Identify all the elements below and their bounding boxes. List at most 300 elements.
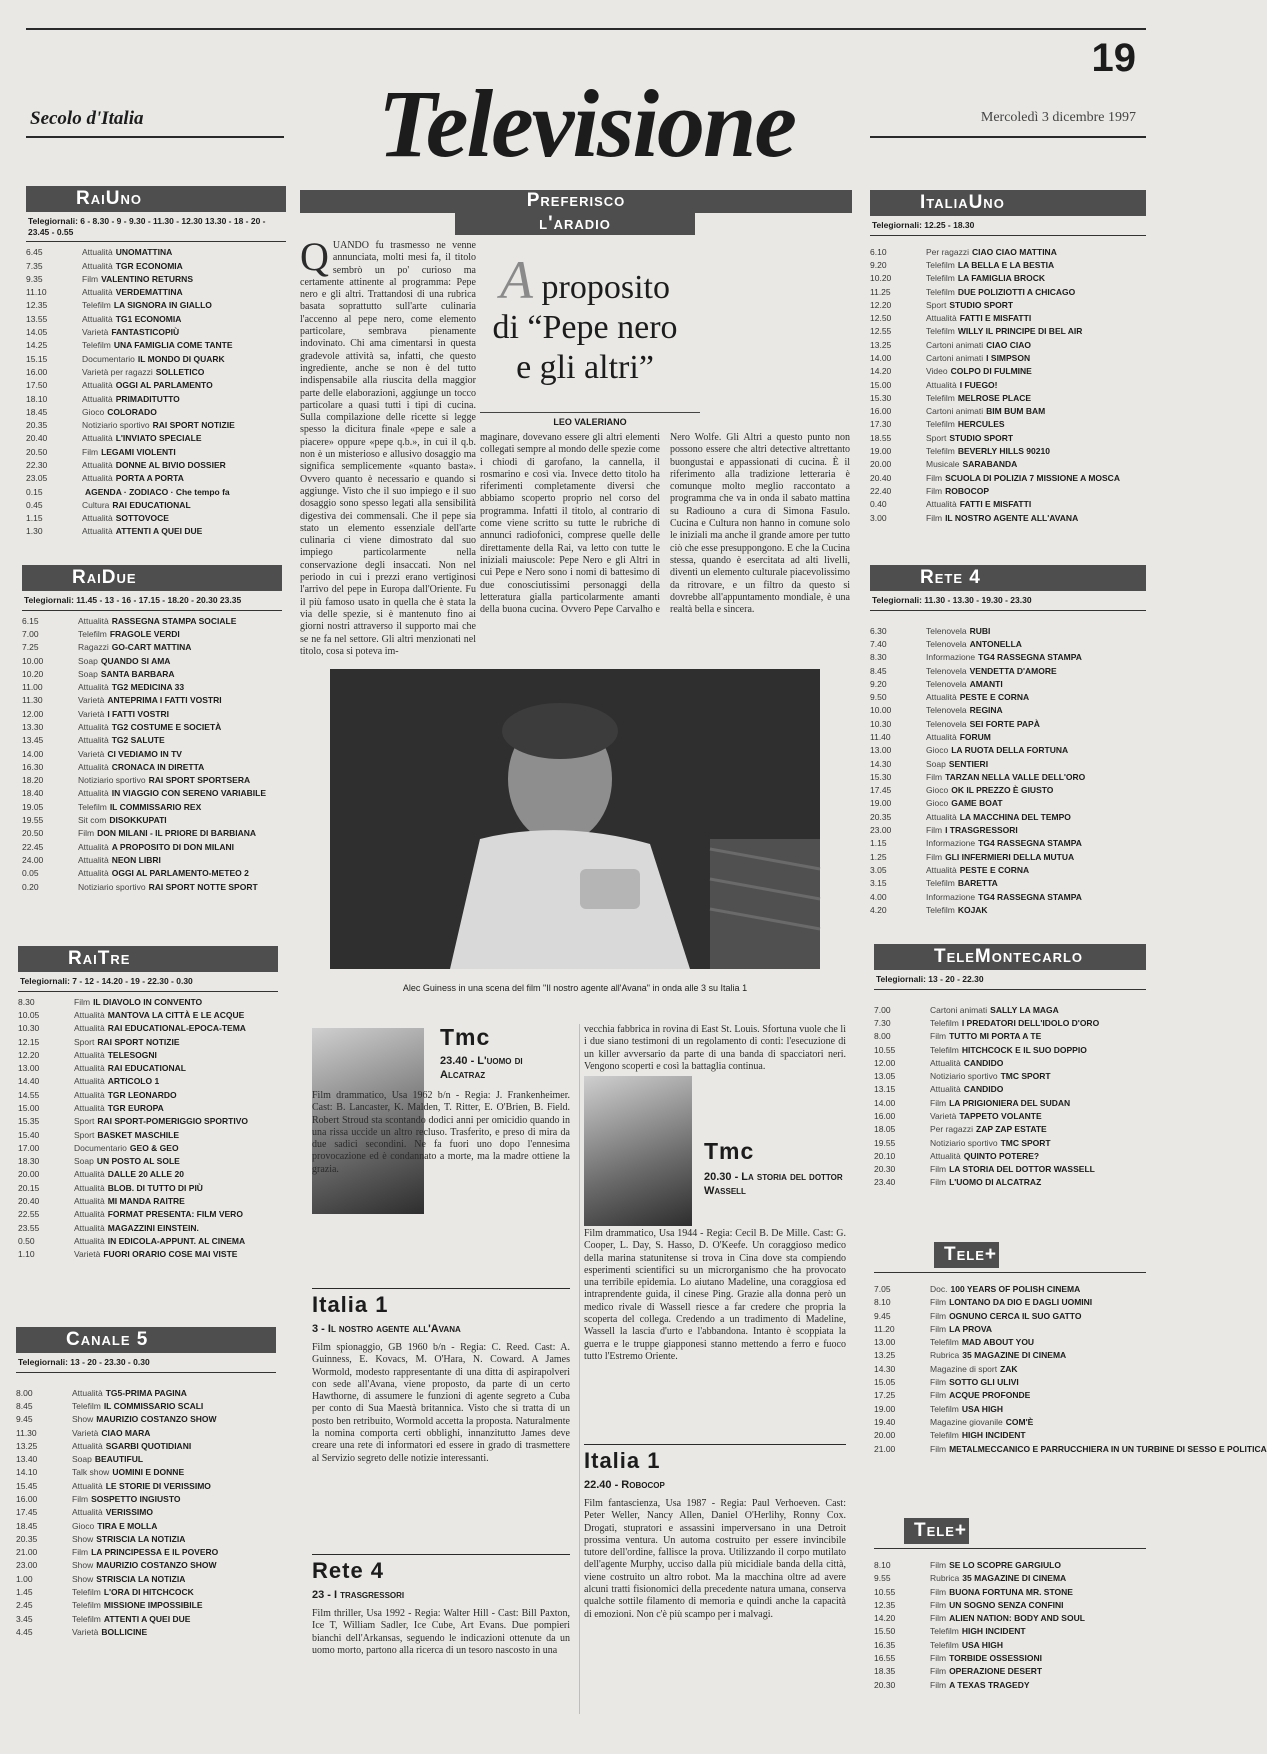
masthead-left-rule [26, 136, 284, 138]
program-time: 13.25 [16, 1440, 38, 1451]
program-row [874, 1057, 1146, 1070]
program-title: A PROPOSITO DI DON MILANI [111, 841, 235, 852]
program-title: I FATTI VOSTRI [107, 708, 170, 719]
program-time: 14.30 [870, 758, 892, 769]
program-genre: Film [930, 1310, 947, 1321]
program-row [26, 273, 286, 286]
program-genre: Film [926, 771, 943, 782]
program-genre: Telefilm [926, 419, 955, 430]
program-title: WILLY IL PRINCIPE DI BEL AIR [957, 326, 1083, 337]
program-time: 14.00 [870, 353, 892, 363]
program-row [16, 1573, 276, 1586]
program-time: 18.45 [16, 1520, 38, 1531]
program-row [26, 326, 286, 339]
rete4b-continued: vecchia fabbrica in rovina di East St. Louis. Sfortuna vuole che lì i due siano testimoni di un regolamento di conti: l'esecuzione di un killer avversario da parte di una banda di spacciatori neri. Vengono scoperti e così la battaglia continua. [584, 1024, 846, 1072]
program-time: 16.30 [22, 761, 44, 772]
program-genre: Telefilm [926, 259, 955, 270]
program-time: 11.30 [22, 695, 43, 706]
program-time: 11.20 [874, 1323, 895, 1334]
program-time: 8.30 [870, 652, 887, 663]
program-row [22, 774, 282, 787]
program-row [26, 486, 286, 499]
program-row [870, 286, 1146, 299]
program-genre: Cartoni animati [926, 406, 984, 417]
channel-name: ItaliaUno [870, 190, 1146, 216]
program-title: BEAUTIFUL [94, 1454, 144, 1465]
program-title: COLPO DI FULMINE [950, 366, 1032, 377]
tg-times [18, 972, 278, 992]
program-title: LE STORIE DI VERISSIMO [105, 1480, 211, 1491]
program-time: 17.25 [874, 1390, 896, 1401]
program-list [870, 246, 1146, 525]
program-title: USA HIGH [961, 1403, 1004, 1414]
program-row [22, 867, 282, 880]
program-title: BASKET MASCHILE [97, 1129, 180, 1140]
program-genre: Attualità [74, 1089, 105, 1100]
program-time: 23.00 [16, 1560, 38, 1571]
program-time: 1.30 [26, 526, 43, 537]
program-time: 18.20 [22, 775, 44, 786]
program-time: 15.35 [18, 1116, 40, 1127]
program-row [874, 1599, 1146, 1612]
channel-name: Canale 5 [16, 1327, 276, 1353]
program-row [22, 615, 282, 628]
program-row [18, 1089, 278, 1102]
tg-list: 7 - 12 - 14.20 - 19 - 22.30 - 0.30 [72, 976, 193, 986]
tg-times [26, 212, 286, 242]
program-title: STRISCIA LA NOTIZIA [96, 1573, 186, 1584]
program-genre: Attualità [82, 513, 113, 524]
program-row [22, 655, 282, 668]
channel-rete4 [870, 565, 1146, 917]
program-row [26, 366, 286, 379]
program-title: ATTENTI A QUEI DUE [115, 526, 203, 537]
program-time: 6.45 [26, 247, 43, 258]
program-genre: Film [930, 1599, 947, 1610]
program-row [26, 339, 286, 352]
program-title: MANTOVA LA CITTÀ E LE ACQUE [107, 1009, 245, 1020]
program-title: HERCULES [957, 419, 1005, 430]
channel-italiauno [870, 190, 1146, 525]
program-time: 9.45 [16, 1414, 33, 1425]
program-row [18, 1075, 278, 1088]
program-time: 19.05 [22, 801, 44, 812]
program-row [870, 379, 1146, 392]
program-time: 12.50 [870, 313, 892, 324]
program-row [870, 758, 1146, 771]
program-row [26, 432, 286, 445]
program-time: 7.35 [26, 260, 43, 271]
program-row [870, 704, 1146, 717]
program-list [18, 996, 278, 1262]
program-time: 2.45 [16, 1600, 33, 1611]
program-row [870, 246, 1146, 259]
program-row [874, 1083, 1146, 1096]
program-genre: Telefilm [82, 300, 111, 311]
program-title: HIGH INCIDENT [961, 1626, 1026, 1637]
program-row [870, 312, 1146, 325]
program-genre: Telenovela [926, 638, 967, 649]
program-time: 19.00 [870, 446, 892, 457]
program-time: 17.50 [26, 380, 48, 391]
program-title: MAURIZIO COSTANZO SHOW [96, 1560, 217, 1571]
program-genre: Attualità [78, 841, 109, 852]
program-title: KOJAK [957, 904, 988, 915]
italia1a-body: Film spionaggio, GB 1960 b/n - Regia: C. Reed. Cast: A. Guinness, E. Kovacs, M. O'Hara, N. Coward. A James Wormold, modesto rappresentante di una ditta di aspirapolveri con sede all'Avana, viene proposto, da parte di un certo Hawthorne, di assumere le funzioni di agente segreto a Cuba per conto di Sua Maestà britannica. Visto che si tratta di un posto ben retribuito, Wormold accetta la proposta. Naturalmente la nomina comporta certi obblighi, innanzitutto James deve creare una rete di informatori ed essere in grado di trasmettere al Servizio segreto delle notizie interessanti. [312, 1342, 570, 1464]
program-genre: Notiziario sportivo [930, 1137, 998, 1148]
program-title: VERISSIMO [105, 1507, 153, 1518]
program-genre: Attualità [930, 1057, 961, 1068]
program-time: 19.55 [22, 815, 44, 826]
program-genre: Per ragazzi [930, 1124, 973, 1135]
program-row [18, 1155, 278, 1168]
program-row [874, 1389, 1146, 1402]
program-title: MELROSE PLACE [957, 392, 1032, 403]
program-genre: Varietà per ragazzi [82, 366, 153, 377]
program-genre: Telefilm [82, 340, 111, 351]
program-genre: Attualità [82, 260, 113, 271]
program-genre: Informazione [926, 891, 976, 902]
paper-name: Secolo d'Italia [30, 108, 144, 129]
program-time: 20.30 [874, 1679, 896, 1690]
program-title: LONTANO DA DIO E DAGLI UOMINI [949, 1297, 1093, 1308]
program-genre: Attualità [78, 788, 109, 799]
program-row [874, 1137, 1146, 1150]
program-row [22, 801, 282, 814]
program-row [26, 286, 286, 299]
program-row [22, 761, 282, 774]
program-genre: Telefilm [926, 286, 955, 297]
program-genre: Attualità [82, 473, 113, 484]
rete4b-time-title: 23 - I trasgressori [312, 1589, 405, 1601]
program-title: SGARBI QUOTIDIANI [105, 1440, 192, 1451]
program-row [870, 272, 1146, 285]
program-genre: Attualità [74, 1209, 105, 1220]
tg-list: 13 - 20 - 23.30 - 0.30 [70, 1357, 150, 1367]
program-title: FUORI ORARIO COSE MAI VISTE [103, 1249, 238, 1260]
program-row [874, 1296, 1146, 1309]
program-time: 10.05 [18, 1009, 40, 1020]
program-title: LA STORIA DEL DOTTOR WASSELL [949, 1164, 1095, 1175]
program-genre: Film [930, 1560, 947, 1570]
program-title: TG4 RASSEGNA STAMPA [978, 891, 1082, 902]
program-title: TUTTO MI PORTA A TE [949, 1031, 1042, 1042]
program-time: 22.55 [18, 1209, 40, 1220]
program-row [16, 1400, 276, 1413]
program-genre: Film [82, 273, 99, 284]
program-title: LEGAMI VIOLENTI [101, 446, 176, 457]
program-row [16, 1440, 276, 1453]
program-row [22, 881, 282, 894]
program-time: 20.40 [26, 433, 48, 444]
tmc1-body: Film drammatico, Usa 1962 b/n - Regia: J. Frankenheimer. Cast: B. Lancaster, K. Malden, T. Ritter, E. O'Brien, B. Field. Robert Stroud sta scontando dodici anni per omicidio quando in una rissa uccide un altro recluso. Trasferito, e preso di mira da due sadici secondini. Ne fa fuori uno dopo l'ennesima provocazione ed è condannato a morte, ma la madre ottiene la grazia. [312, 1090, 570, 1175]
program-time: 7.00 [22, 628, 39, 639]
program-title: FORUM [959, 732, 991, 742]
program-row [870, 625, 1146, 638]
program-row [874, 1163, 1146, 1176]
program-row [870, 259, 1146, 272]
program-time: 0.50 [18, 1235, 35, 1246]
program-genre: Attualità [72, 1387, 103, 1398]
program-time: 20.35 [870, 811, 892, 822]
program-time: 8.30 [18, 996, 35, 1007]
program-row [18, 1009, 278, 1022]
program-time: 20.00 [870, 459, 892, 470]
program-genre: Film [930, 1164, 947, 1175]
program-genre: Film [930, 1443, 947, 1454]
program-title: SE LO SCOPRE GARGIULO [949, 1560, 1061, 1570]
program-genre: Soap [78, 655, 98, 666]
program-row [874, 1044, 1146, 1057]
program-time: 9.20 [870, 259, 887, 270]
program-row [22, 827, 282, 840]
program-genre: Attualità [78, 868, 109, 879]
program-genre: Telefilm [930, 1403, 959, 1414]
program-row [874, 1586, 1146, 1599]
tmc2-time-title: 20.30 - La storia del dottor Wassell [704, 1171, 843, 1197]
program-title: RAI SPORT NOTIZIE [97, 1036, 180, 1047]
program-time: 13.00 [874, 1337, 896, 1348]
masthead-right-rule [870, 136, 1146, 138]
program-row [870, 418, 1146, 431]
channel-raidue [22, 565, 282, 894]
program-genre: Telefilm [930, 1639, 959, 1650]
program-row [18, 1062, 278, 1075]
program-title: SARABANDA [962, 459, 1018, 470]
program-row [870, 851, 1146, 864]
program-time: 6.15 [22, 615, 39, 626]
program-genre: Film [926, 851, 943, 862]
program-time: 20.00 [874, 1430, 896, 1441]
program-title: METALMECCANICO E PARRUCCHIERA IN UN TURBINE DI SESSO E POLITICA [949, 1443, 1267, 1454]
program-row [26, 246, 286, 259]
program-time: 15.15 [26, 353, 48, 364]
program-genre: Cartoni animati [926, 339, 984, 350]
program-genre: Show [72, 1414, 94, 1425]
program-title: VALENTINO RETURNS [101, 273, 193, 284]
program-genre: Sport [74, 1116, 95, 1127]
program-row [874, 1429, 1146, 1442]
program-genre: Telefilm [72, 1613, 101, 1624]
program-title: BIM BUM BAM [986, 406, 1046, 417]
program-row [22, 681, 282, 694]
italia1b-body: Film fantascienza, Usa 1987 - Regia: Paul Verhoeven. Cast: Peter Weller, Nancy Allen, Daniel O'Herlihy, Ronny Cox. Drogati, stupratori e assassini imperversano in una Detroit prossima ventura. Un automa costruito per essere invincibile tutore dell'ordine, fallisce la prova. Utilizzando il corpo mutilato dell'agente Murphy, ucciso dalla più micidiale banda della città, viene costruito un altro robot. Ma la macchina oltre ad avere alcuni tratti fisionomici della precedente natura umana, conserva qualche sottile filamento di memoria e quindi anche la capacità di emozioni. Non c'è più scampo per i malvagi. [584, 1498, 846, 1620]
program-title: OK IL PREZZO È GIUSTO [951, 785, 1054, 796]
program-list [16, 1387, 276, 1640]
program-time: 12.35 [26, 300, 48, 311]
program-time: 1.25 [870, 851, 887, 862]
program-title: RAI EDUCATIONAL-EPOCA-TEMA [107, 1023, 246, 1034]
program-title: LA SIGNORA IN GIALLO [113, 300, 212, 311]
program-row [874, 1004, 1146, 1017]
program-row [870, 784, 1146, 797]
program-genre: Gioco [926, 798, 949, 809]
program-time: 22.40 [870, 485, 892, 496]
program-title: GLI INFERMIERI DELLA MUTUA [945, 851, 1075, 862]
program-row [870, 811, 1146, 824]
program-genre: Musicale [926, 459, 960, 470]
program-time: 15.05 [874, 1377, 896, 1388]
program-genre: Film [930, 1653, 947, 1664]
program-title: CIAO CIAO MATTINA [972, 246, 1057, 257]
program-time: 20.35 [16, 1533, 38, 1544]
tg-times [870, 216, 1146, 236]
program-row [22, 854, 282, 867]
program-genre: Attualità [82, 313, 113, 324]
program-genre: Film [930, 1323, 947, 1334]
program-time: 8.45 [870, 665, 887, 676]
tg-list: 11.45 - 13 - 16 - 17.15 - 18.20 - 20.30 23.35 [76, 595, 242, 605]
program-time: 8.00 [874, 1031, 891, 1042]
tg-label: Telegiornali: [20, 976, 70, 986]
program-row [874, 1017, 1146, 1030]
program-genre: Attualità [74, 1103, 105, 1113]
program-row [22, 721, 282, 734]
program-time: 14.05 [26, 327, 48, 338]
program-time: 0.40 [870, 499, 887, 510]
program-time: 12.20 [18, 1049, 40, 1060]
program-time: 16.35 [874, 1639, 896, 1650]
program-title: ANTONELLA [969, 638, 1022, 649]
program-title: BUONA FORTUNA MR. STONE [949, 1586, 1073, 1597]
program-title: CIAO MARA [101, 1427, 151, 1438]
program-title: BARETTA [957, 878, 998, 889]
program-genre: Film [930, 1031, 947, 1042]
program-row [26, 353, 286, 366]
program-time: 13.05 [874, 1071, 896, 1082]
program-title: TIRA E MOLLA [97, 1520, 158, 1531]
section-rule [874, 1544, 1146, 1549]
tg-label: Telegiornali: [24, 595, 74, 605]
program-title: I SIMPSON [986, 353, 1031, 363]
program-row [870, 445, 1146, 458]
program-title: DONNE AL BIVIO DOSSIER [115, 460, 226, 470]
program-time: 7.00 [874, 1004, 891, 1015]
program-genre: Attualità [78, 682, 109, 693]
program-title: TARZAN NELLA VALLE DELL'ORO [945, 771, 1086, 782]
italia1a-time-title: 3 - Il nostro agente all'Avana [312, 1323, 461, 1335]
program-row [870, 352, 1146, 365]
program-genre: Varietà [72, 1626, 99, 1637]
program-genre: Sport [926, 299, 947, 310]
program-time: 17.00 [18, 1142, 40, 1153]
program-time: 19.55 [874, 1137, 896, 1148]
program-time: 18.45 [26, 406, 48, 417]
feature-body-2: maginare, dovevano essere gli altri elementi collegati sempre al mondo delle spezie come i chiodi di garofano, la cannella, il rosmarino e così via. Invece detto titolo ha riferimenti completamente diversi che abbiamo scoperto proprio nel corso del programma. Infatti il titolo, al contrario di come viene scritto su tutte le rubriche di annunci radiofonici, comprese quelle delle direttamente della Rai, va letto con tutte le iniziali maiuscole: Pepe Nero e gli Altri in cui Pepe e Nero sono i nomi di battesimo di due conosciutissimi personaggi della letteratura gialla particolarmente amanti della buona cucina. Ovvero Pepe Carvalho e Nero Wolfe. Gli Altri a questo punto non possono essere che altri detective altrettanto buongustai e appassionati di cucina. È il riferimento alla tradizione letteraria è comunque molto meglio raccontato a programma che va in onda il sabato mattina su Radiouno a cura di Simona Fasulo. Cucina e Cultura non hanno in comune solo le iniziali ma anche il grande amore per tutto ciò che esse presuppongono. E che la Cucina stessa, quando è esercitata ad alti livelli, diventi un elemento culturale piacevolissimo da ritrovare, e un filtro da questo si dovrebbe all'appuntamento mondiale, è una realtà bella e sincera. [480, 432, 850, 616]
rete4b-rule [312, 1554, 570, 1555]
program-row [870, 498, 1146, 511]
program-genre: Notiziario sportivo [78, 775, 146, 786]
program-title: CANDIDO [963, 1057, 1004, 1068]
program-time: 18.05 [874, 1124, 896, 1135]
program-row [16, 1613, 276, 1626]
program-title: FORMAT PRESENTA: FILM VERO [107, 1209, 243, 1220]
program-title: TMC SPORT [1000, 1071, 1051, 1082]
program-time: 22.30 [26, 460, 48, 470]
program-row [26, 512, 286, 525]
program-list [874, 1004, 1146, 1190]
program-genre: Varietà [72, 1427, 99, 1438]
program-genre: Attualità [74, 1023, 105, 1034]
italia1b-channel: Italia 1 [584, 1448, 661, 1473]
program-title: MI MANDA RAITRE [107, 1196, 185, 1207]
program-row [18, 1142, 278, 1155]
program-time: 12.00 [874, 1057, 896, 1068]
program-genre: Cartoni animati [930, 1004, 988, 1015]
program-genre: Attualità [74, 1076, 105, 1087]
program-title: TG4 RASSEGNA STAMPA [978, 838, 1082, 849]
program-time: 6.30 [870, 625, 887, 636]
program-time: 16.00 [870, 406, 892, 417]
program-row [870, 744, 1146, 757]
program-title: MISSIONE IMPOSSIBILE [103, 1600, 203, 1611]
program-time: 1.10 [18, 1249, 35, 1260]
program-title: LA BELLA E LA BESTIA [957, 259, 1055, 270]
program-title: RAI SPORT NOTTE SPORT [148, 881, 258, 892]
page-number: 19 [1091, 36, 1136, 80]
headline-line-2: di “Pepe nero [492, 309, 678, 346]
program-genre: Doc. [930, 1284, 948, 1294]
program-row [874, 1652, 1146, 1665]
program-row [870, 339, 1146, 352]
program-title: IN EDICOLA-APPUNT. AL CINEMA [107, 1235, 246, 1246]
program-row [18, 1115, 278, 1128]
program-row [26, 499, 286, 512]
program-row [870, 731, 1146, 744]
channel-teleplus-1 [874, 1242, 1267, 1456]
channel-raitre [18, 946, 278, 1262]
program-row [870, 392, 1146, 405]
program-row [874, 1070, 1146, 1083]
program-time: 12.35 [874, 1599, 896, 1610]
program-time: 20.15 [18, 1182, 40, 1193]
program-title: I FUEGO! [959, 379, 998, 390]
feature-headline [470, 250, 700, 388]
program-title: CI VEDIAMO IN TV [107, 748, 182, 759]
program-time: 18.35 [874, 1666, 896, 1677]
program-time: 14.30 [874, 1363, 896, 1374]
program-genre: Attualità [926, 499, 957, 510]
program-genre: Telefilm [926, 878, 955, 889]
program-row [26, 299, 286, 312]
program-genre: Telefilm [930, 1044, 959, 1055]
program-time: 15.00 [870, 379, 892, 390]
program-time: 20.35 [26, 420, 48, 431]
date-line: Mercoledì 3 dicembre 1997 [980, 110, 1136, 125]
program-time: 10.30 [18, 1023, 40, 1034]
program-genre: Attualità [78, 735, 109, 746]
program-time: 10.00 [870, 705, 892, 716]
program-time: 14.10 [16, 1467, 38, 1478]
tg-times [22, 591, 282, 611]
program-time: 4.00 [870, 891, 887, 902]
program-time: 18.10 [26, 393, 48, 404]
program-time: 1.15 [870, 838, 887, 849]
program-title: TGR EUROPA [107, 1103, 164, 1113]
program-title: VERDEMATTINA [115, 287, 183, 298]
program-genre: Rubrica [930, 1573, 960, 1584]
program-row [22, 708, 282, 721]
program-row [870, 718, 1146, 731]
program-genre: Film [926, 485, 943, 496]
program-genre: Varietà [82, 327, 109, 338]
program-title: TG5-PRIMA PAGINA [105, 1387, 187, 1398]
feature-column-1 [300, 234, 476, 657]
italia1b-rule [584, 1444, 846, 1445]
program-row [16, 1546, 276, 1559]
program-row [18, 1129, 278, 1142]
program-row [26, 446, 286, 459]
